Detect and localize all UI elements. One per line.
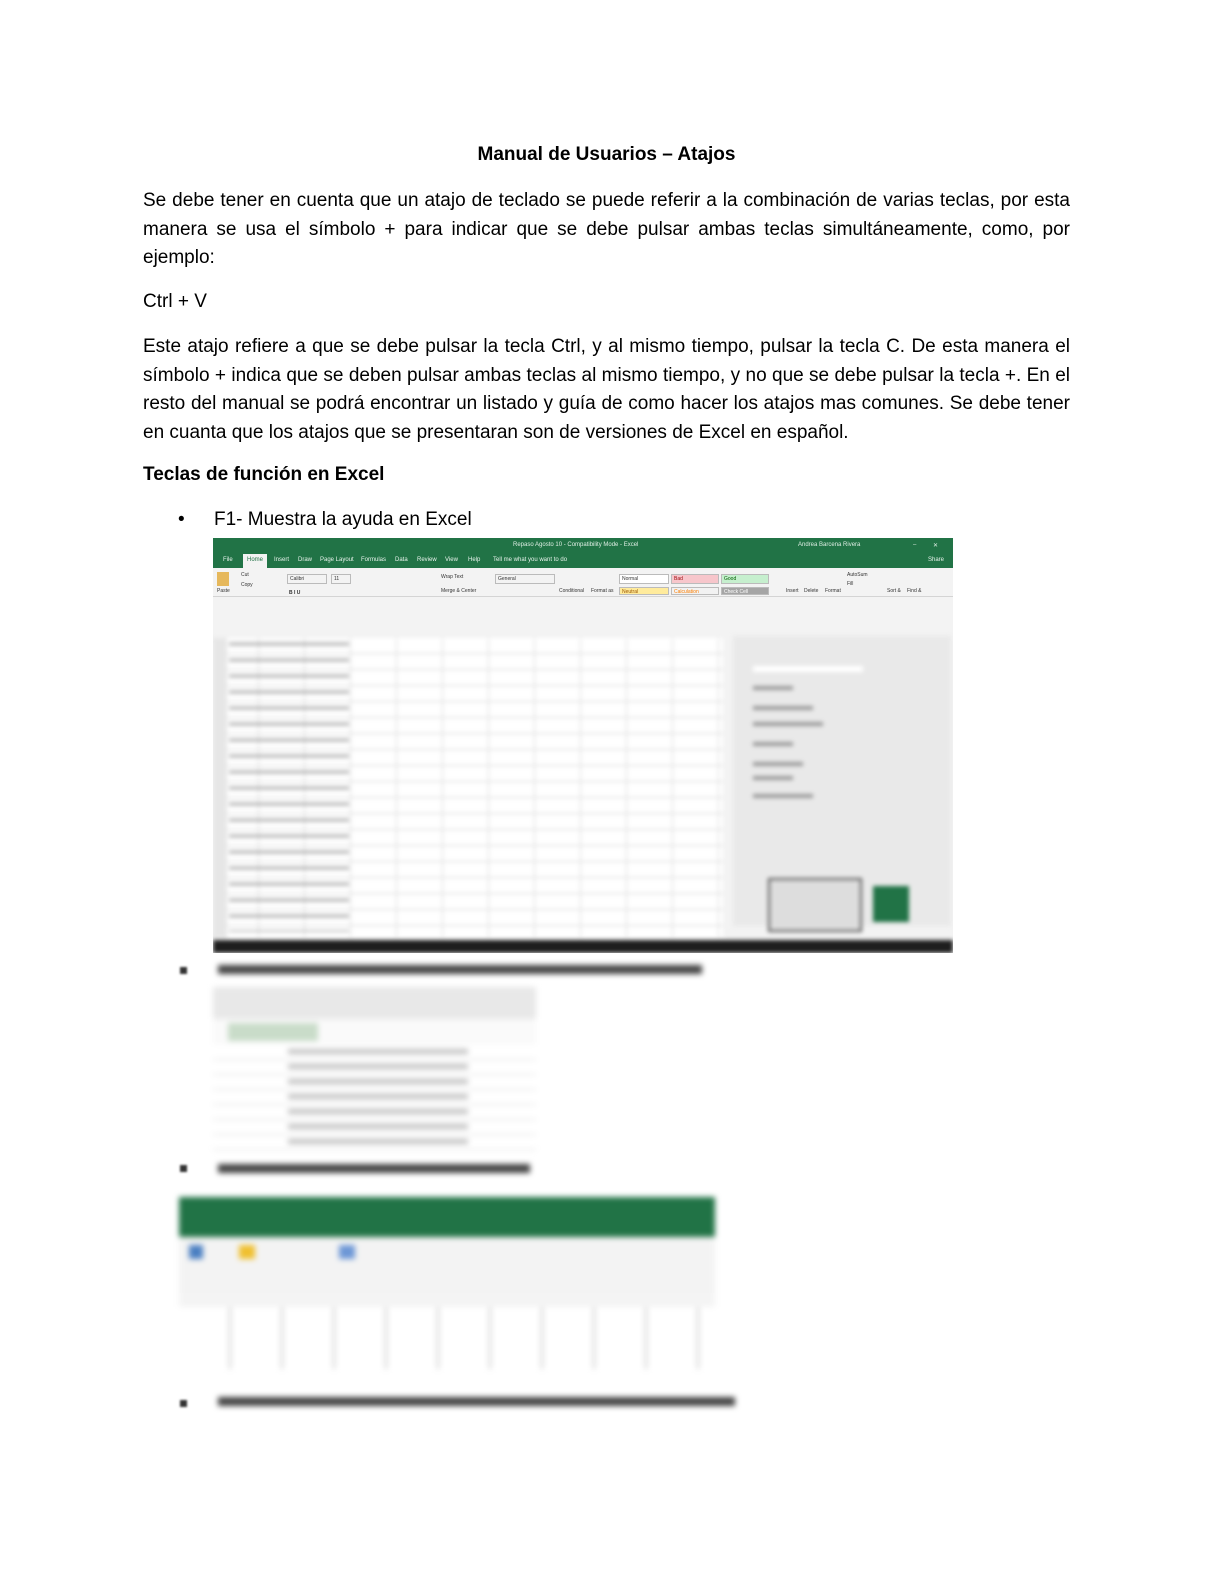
sort-filter-label: Sort & bbox=[887, 588, 901, 594]
style-bad: Bad bbox=[671, 574, 719, 584]
bullet-marker-blurred bbox=[180, 1165, 187, 1172]
ribbon-tabs bbox=[213, 554, 953, 568]
merge-center: Merge & Center bbox=[441, 588, 477, 594]
number-format-box: General bbox=[495, 574, 555, 584]
row-headers bbox=[213, 638, 227, 938]
user-name: Andrea Barcena Rivera bbox=[798, 542, 861, 548]
paste-icon bbox=[217, 572, 229, 586]
document-title: Manual de Usuarios – Atajos bbox=[477, 144, 736, 165]
tab-page-layout: Page Layout bbox=[320, 557, 354, 563]
excel-title-bar bbox=[213, 538, 953, 554]
share-button: Share bbox=[928, 557, 945, 563]
intro-paragraph: Se debe tener en cuenta que un atajo de teclado se puede referir a la combinación de varias teclas, por esta manera se usa el símbolo + para indicar que se debe pulsar ambas teclas simultáneamente, como, por ejemplo: bbox=[143, 190, 1070, 269]
blurred-screenshot-3 bbox=[179, 1197, 715, 1369]
bold-italic-underline: B I U bbox=[289, 590, 301, 596]
blurred-bullet-text bbox=[218, 957, 702, 983]
font-size-box: 11 bbox=[331, 574, 351, 584]
insert-label: Insert bbox=[786, 588, 799, 594]
format-label: Format bbox=[825, 588, 841, 594]
paste-label: Paste bbox=[217, 588, 230, 594]
help-pane bbox=[733, 636, 951, 926]
worksheet-data bbox=[229, 642, 349, 932]
window-title: Repaso Agosto 10 - Compatibility Mode - Excel bbox=[513, 542, 639, 548]
copy-label: Copy bbox=[241, 582, 253, 588]
blurred-screenshot-2 bbox=[213, 987, 536, 1150]
excel-icon bbox=[873, 886, 909, 922]
blurred-bullet-text bbox=[218, 1389, 735, 1415]
style-neutral: Neutral bbox=[619, 587, 669, 595]
section-heading: Teclas de función en Excel bbox=[143, 464, 385, 485]
taskbar bbox=[213, 940, 953, 953]
wrap-text: Wrap Text bbox=[441, 574, 464, 580]
tab-formulas: Formulas bbox=[361, 557, 387, 563]
find-select-label: Find & bbox=[907, 588, 922, 594]
tab-help: Help bbox=[468, 557, 481, 563]
shortcut-example: Ctrl + V bbox=[143, 291, 207, 312]
tab-file: File bbox=[223, 557, 233, 563]
tab-view: View bbox=[445, 557, 458, 563]
autosum-label: AutoSum bbox=[847, 572, 868, 578]
explanation-paragraph: Este atajo refiere a que se debe pulsar la tecla Ctrl, y al mismo tiempo, pulsar la tecla C. De esta manera el símbolo + indica que se deben pulsar ambas teclas al mismo tiempo, y no que se debe pulsar la tecla +. En el resto del manual se podrá encontrar un listado y guía de como hacer los atajos mas comunes. Se debe tener en cuanta que los atajos que se presentaran son de versiones de Excel en español. bbox=[143, 336, 1070, 444]
blurred-worksheet bbox=[213, 596, 953, 953]
style-calculation: Calculation bbox=[671, 587, 719, 595]
format-as-label: Format as bbox=[591, 588, 614, 594]
fill-label: Fill bbox=[847, 581, 854, 587]
bullet-marker-blurred bbox=[180, 967, 187, 974]
style-good: Good bbox=[721, 574, 769, 584]
bullet-marker: • bbox=[178, 509, 185, 530]
tab-home: Home bbox=[243, 554, 267, 568]
blurred-bullet-text bbox=[218, 1156, 530, 1182]
delete-label: Delete bbox=[804, 588, 819, 594]
cut-label: Cut bbox=[241, 572, 249, 578]
bullet-marker-blurred bbox=[180, 1400, 187, 1407]
tab-review: Review bbox=[417, 557, 437, 563]
font-name-box: Calibri bbox=[287, 574, 327, 584]
style-check-cell: Check Cell bbox=[721, 587, 769, 595]
style-normal: Normal bbox=[619, 574, 669, 584]
conditional-label: Conditional bbox=[559, 588, 585, 594]
tab-draw: Draw bbox=[298, 557, 313, 563]
tab-insert: Insert bbox=[274, 557, 290, 563]
close-icon: ✕ bbox=[933, 543, 939, 549]
minimize-icon: – bbox=[913, 542, 917, 548]
tell-me-box: Tell me what you want to do bbox=[493, 557, 568, 563]
tab-data: Data bbox=[395, 557, 408, 563]
bullet-text: F1- Muestra la ayuda en Excel bbox=[214, 509, 472, 530]
excel-screenshot bbox=[213, 538, 953, 953]
help-thumbnail bbox=[768, 878, 862, 932]
ribbon-home bbox=[213, 568, 953, 597]
